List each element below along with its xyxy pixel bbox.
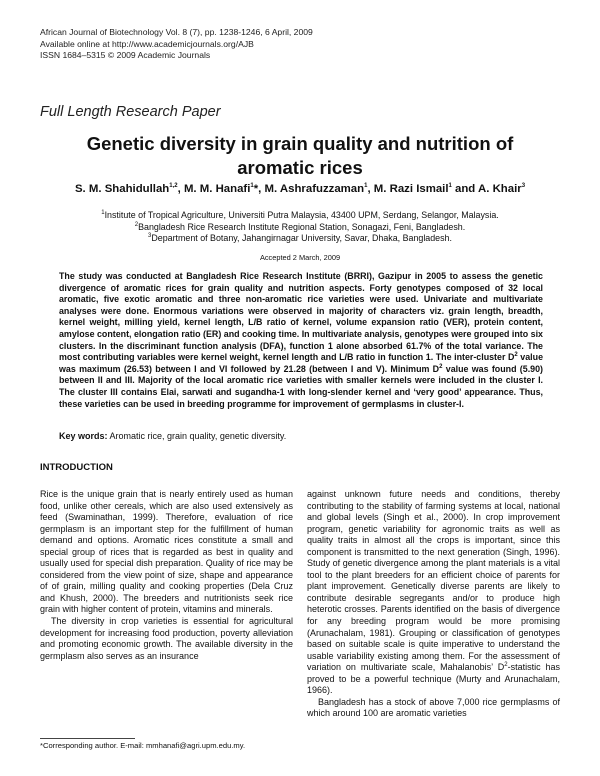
corresponding-mark: * (253, 183, 259, 195)
author-name: M. M. Hanafi (183, 183, 251, 195)
author-affil-ref: 3 (521, 183, 526, 190)
author-affil-ref: 1,2 (169, 183, 178, 190)
affiliation-text: Department of Botany, Jahangirnagar University, Savar, Dhaka, Bangladesh. (151, 233, 452, 244)
abstract-text-1: The study was conducted at Bangladesh Rice Research Institute (BRRI), Gazipur in 2005 to assess the genetic divergence of aromatic rices for grain quality and nutrition aspects. Forty genotypes composed of 32 local aromatic, five exotic aromatic and three non-aromatic rice varieties were used. Univariate and multivariate analyses were done. Enormous variations were observed in majority of characters viz. grain length, breadth, kernel weight, milling yield, kernel length, L/B ratio of kernel, volume expansion ratio (VER), protein content, amylose content, elongation ratio (ER) and cooking time. In multivariate analysis, genotypes were grouped into six clusters. In the discriminant function analysis (DFA), function 1 alone absorbed 61.7% of the total variance. The most contributing variables were kernel weight, kernel length and L/B ratio in function 1. The inter-cluster D (59, 271, 543, 363)
author-affil-ref: 1 (448, 183, 452, 190)
corresponding-author-footnote: *Corresponding author. E-mail: mmhanafi@agri.upm.edu.my. (40, 741, 246, 750)
author-affil-ref: 1 (250, 183, 254, 190)
title-line-2: aromatic rices (237, 157, 363, 178)
author (374, 183, 478, 195)
abstract (59, 271, 543, 410)
affiliation-number: 3 (148, 233, 152, 240)
author (265, 183, 374, 195)
author-affil-ref: 1 (364, 183, 368, 190)
affiliation (40, 233, 560, 245)
affiliation-number: 2 (134, 221, 139, 228)
affiliation-text: Institute of Tropical Agriculture, Universiti Putra Malaysia, 43400 UPM, Serdang, Selangor, Malaysia. (104, 210, 499, 220)
keywords-text: Aromatic rice, grain quality, genetic diversity. (107, 431, 287, 441)
abstract-text-2: value was maximum (26.53) between I and VI followed by 21.28 (between I and V). Minimum D (59, 352, 544, 374)
affiliation (40, 210, 560, 222)
accepted-date: Accepted 2 March, 2009 (259, 253, 341, 262)
affiliation-text: Bangladesh Rice Research Institute Regional Station, Sonagazi, Feni, Bangladesh. (138, 221, 466, 232)
paragraph (307, 489, 560, 697)
abstract-text-3: value was found (5.90) between II and III. Majority of the local aromatic rice varieties with smaller kernels were included in the cluster I. The cluster III contains Elai, sarwati and sugandha-1 with long-slender kernel and ‘very good’ appearance. Thus, these varieties can be used in breeding programme for improvement of germplasms in cluster-I. (59, 363, 543, 409)
abstract-superscript-2: 2 (439, 363, 443, 370)
author (184, 183, 265, 195)
left-column (40, 489, 293, 662)
author (75, 183, 184, 195)
author-name: A. Khair (478, 183, 522, 195)
author-separator: , (367, 183, 374, 195)
journal-url: Available online at http://www.academicjournals.org/AJB (40, 38, 254, 49)
author-separator: , (258, 183, 265, 195)
affiliations (40, 210, 560, 245)
paragraph-text: -statistic has proved to be a powerful technique (Murty and Arunachalam, 1966). (307, 662, 561, 696)
section-heading-introduction: INTRODUCTION (40, 462, 113, 473)
paragraph: Rice is the unique grain that is nearly entirely used as human food, unlike other cereals, which are also used extensively as feed (Swaminathan, 1999). Therefore, evaluation of rice germplasm is an important step for the fulfillment of human demand and options. Aromatic rices constitute a small and special group of rices that is regarded as best in quality and usually used for special dish preparation. Quality of rice may be considered from the view point of size, shape and appearance of of grain, milling quality and cooking properties (Dela Cruz and Khush, 2000). The breeders and nutritionists seek rice grain with higher content of protein, vitamins and minerals. (40, 489, 293, 615)
keywords (59, 431, 543, 441)
journal-issn: ISSN 1684–5315 © 2009 Academic Journals (40, 50, 211, 61)
paragraph: Bangladesh has a stock of above 7,000 rice germplasms of which around 100 are aromatic varieties (307, 696, 560, 719)
paragraph-text: against unknown future needs and conditions, thereby contributing to the stability of farming systems at local, national and global levels (Singh et al., 2000). In crop improvement program, genetic variability for agronomic traits as well as quality traits in almost all the crops is important, since this component is transmitted to the next generation (Singh, 1996). Study of genetic divergence among the plant materials is a vital tool to the plant breeders for an efficient choice of parents for plant improvement. Genetically diverse parents are likely to contribute desirable segregants and/or to produce high heterotic crosses. Parents identified on the basis of divergence for any breeding program would be more promising (Arunachalam, 1981). Grouping or classification of genotypes based on suitable scale is quite imperative to understand the usable variability existing among them. For the assessment of variation on multivariate scale, Mahalanobis’ D (307, 489, 560, 673)
author-name: M. Ashrafuzzaman (264, 183, 365, 195)
footnote-rule (40, 738, 135, 739)
paragraph-superscript: 2 (504, 662, 508, 669)
journal-header (40, 27, 313, 62)
author-list (40, 183, 560, 195)
author-separator: , (177, 183, 184, 195)
author (478, 183, 525, 195)
right-column (307, 489, 560, 720)
affiliation-number: 1 (101, 210, 105, 217)
author-name: M. Razi Ismail (373, 183, 449, 195)
title-line-1: Genetic diversity in grain quality and nutrition of (86, 133, 514, 154)
paper-title (40, 132, 560, 180)
abstract-superscript-1: 2 (514, 352, 518, 359)
paragraph: The diversity in crop varieties is essential for agricultural development for increasing food production, poverty alleviation and promoting economic growth. The available diversity in the germplasm also serves as an insurance (40, 616, 293, 661)
author-separator: and (451, 183, 479, 195)
paper-type: Full Length Research Paper (40, 104, 221, 120)
keywords-label: Key words: (59, 431, 108, 441)
author-name: S. M. Shahidullah (74, 183, 170, 195)
journal-citation: African Journal of Biotechnology Vol. 8 (7), pp. 1238-1246, 6 April, 2009 (40, 27, 313, 37)
affiliation (40, 222, 560, 234)
